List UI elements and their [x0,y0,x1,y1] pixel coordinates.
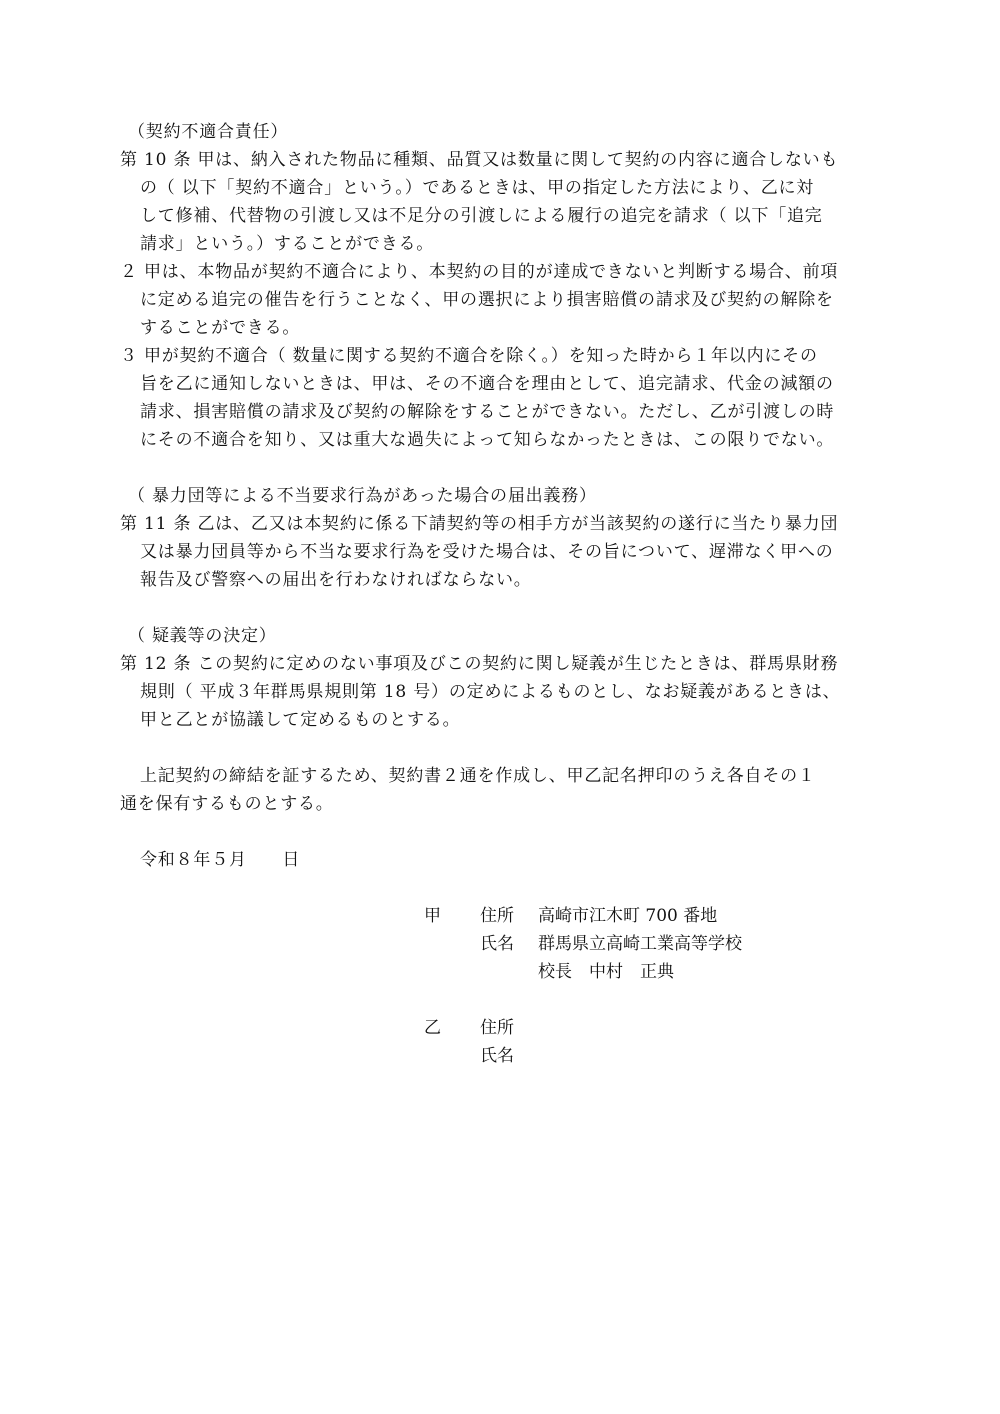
article11-line: 又は暴力団員等から不当な要求行為を受けた場合は、その旨について、遅滞なく甲への [140,542,834,562]
article11-heading: （ 暴力団等による不当要求行為があった場合の届出義務） [128,486,597,506]
party-b-name-label: 氏名 [480,1046,514,1066]
article10-para3-line: にその不適合を知り、又は重大な過失によって知らなかったときは、この限りでない。 [140,430,835,450]
party-b-label: 乙 [424,1018,441,1038]
contract-date: 令和８年５月 日 [140,850,301,870]
article10-line: 請求」という。）することができる。 [140,234,435,254]
article10-para3-line: ３ 甲が契約不適合（ 数量に関する契約不適合を除く。）を知った時から１年以内にその [120,346,818,366]
article12-line: 規則（ 平成３年群馬県規則第 18 号）の定めによるものとし、なお疑義があるときは、 [140,682,841,702]
article10-line: の（ 以下「契約不適合」という。）であるときは、甲の指定した方法により、乙に対 [140,178,815,198]
article12-line: 第 12 条 この契約に定めのない事項及びこの契約に関し疑義が生じたときは、群馬県財務 [120,654,839,674]
article12-heading: （ 疑義等の決定） [128,626,277,646]
party-a-address-label: 住所 [480,906,514,926]
party-a-name: 群馬県立高崎工業高等学校 [538,934,742,954]
article10-para2-line: ２ 甲は、本物品が契約不適合により、本契約の目的が達成できないと判断する場合、前項 [120,262,839,282]
article12-line: 甲と乙とが協議して定めるものとする。 [140,710,461,730]
article10-para2-line: に定める追完の催告を行うことなく、甲の選択により損害賠償の請求及び契約の解除を [140,290,834,310]
article10-heading: （契約不適合責任） [128,122,289,142]
party-a-address: 高崎市江木町 700 番地 [538,906,718,926]
article11-line: 第 11 条 乙は、乙又は本契約に係る下請契約等の相手方が当該契約の遂行に当たり暴力団 [120,514,839,534]
party-a-label: 甲 [424,906,441,926]
article10-para2-line: することができる。 [140,318,301,338]
party-a-representative: 校長 中村 正典 [538,962,674,982]
party-a-name-label: 氏名 [480,934,514,954]
article10-line: 第 10 条 甲は、納入された物品に種類、品質又は数量に関して契約の内容に適合しないも [120,150,839,170]
article10-line: して修補、代替物の引渡し又は不足分の引渡しによる履行の追完を請求（ 以下「追完 [140,206,823,226]
article10-para3-line: 旨を乙に通知しないときは、甲は、その不適合を理由として、追完請求、代金の減額の [140,374,834,394]
closing-line: 通を保有するものとする。 [120,794,334,814]
article10-para3-line: 請求、損害賠償の請求及び契約の解除をすることができない。ただし、乙が引渡しの時 [140,402,835,422]
closing-line: 上記契約の締結を証するため、契約書２通を作成し、甲乙記名押印のうえ各自その１ [140,766,816,786]
party-b-address-label: 住所 [480,1018,514,1038]
article11-line: 報告及び警察への届出を行わなければならない。 [140,570,532,590]
